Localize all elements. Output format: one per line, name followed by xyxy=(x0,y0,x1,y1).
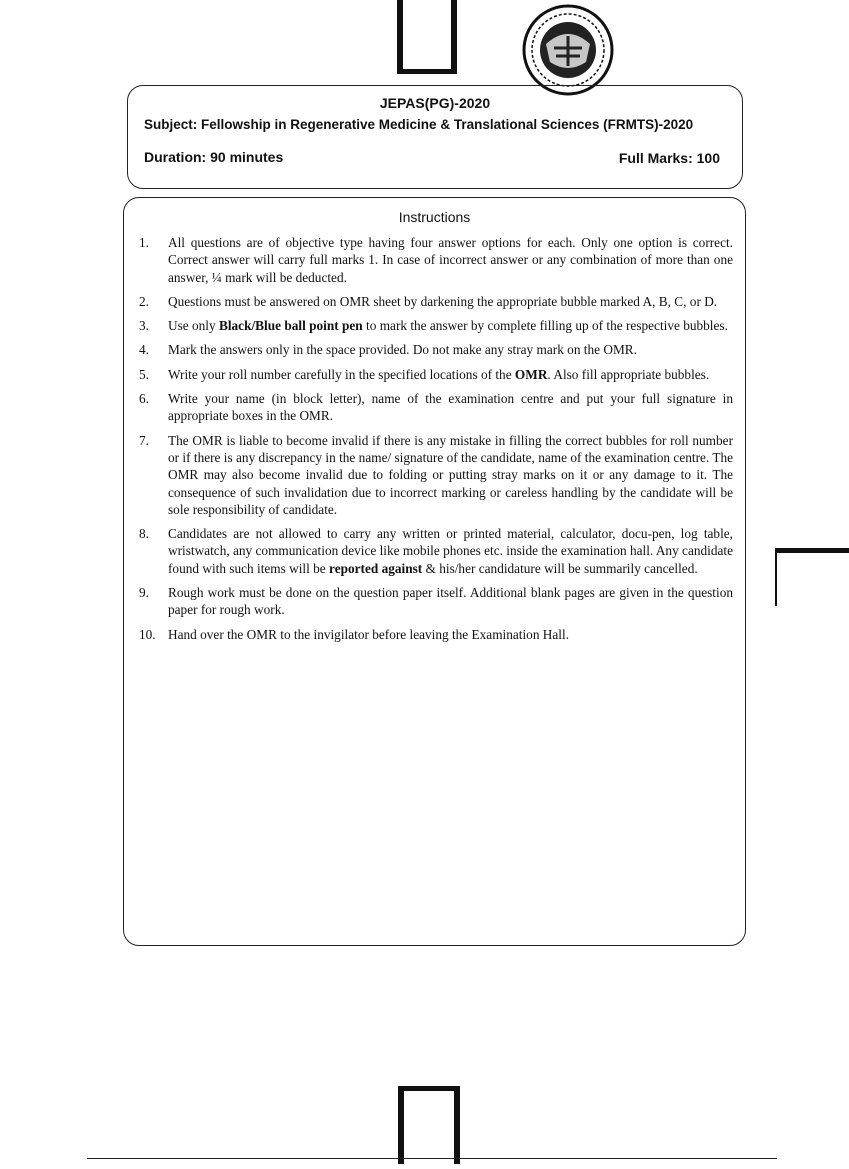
instruction-number: 10. xyxy=(139,626,156,642)
instruction-emphasis: OMR xyxy=(514,366,548,382)
instruction-text: Questions must be answered on OMR sheet by darkening the appropriate bubble marked A, B, C, or D. xyxy=(168,293,718,309)
instruction-text-part: Candidates are not allowed to carry any written or printed material, calculator, docu-pen, log table, wristwatch, any communication device like mobile phones etc. inside the examination hall. Any candidate found with such items will be xyxy=(168,526,733,576)
registration-mark-top xyxy=(397,0,457,74)
instruction-number: 6. xyxy=(139,391,149,407)
instruction-item xyxy=(139,341,733,358)
exam-code: JEPAS(PG)-2020 xyxy=(379,95,491,111)
instruction-number: 1. xyxy=(139,235,149,250)
instruction-number: 9. xyxy=(139,585,149,601)
instruction-item xyxy=(139,366,733,383)
instruction-emphasis: reported against xyxy=(329,560,423,576)
instruction-number: 4. xyxy=(139,342,149,358)
instruction-item xyxy=(139,432,733,518)
instruction-number: 2. xyxy=(139,293,149,309)
instruction-item xyxy=(139,584,733,619)
instruction-item xyxy=(139,525,733,577)
instruction-text-part: . Also fill appropriate bubbles. xyxy=(547,366,710,382)
instruction-item xyxy=(139,293,733,310)
instruction-number: 5. xyxy=(139,366,149,382)
instruction-text: Rough work must be done on the question paper itself. Additional blank pages are given in the question paper for rough work. xyxy=(168,585,733,618)
instruction-text: The OMR is liable to become invalid if there is any mistake in filling the correct bubbles for roll number or if there is any discrepancy in the name/ signature of the candidate, name of the examination centre. The OMR may also become invalid due to folding or putting stray marks on it or any damage to it. The consequence of such invalidation due to incorrect marking or careless handling by the candidate will be sole responsibility of candidate. xyxy=(168,432,733,517)
instruction-number: 3. xyxy=(139,318,149,334)
duration: Duration: 90 minutes xyxy=(144,149,284,165)
instruction-number: 8. xyxy=(139,526,149,542)
registration-mark-bottom xyxy=(398,1086,460,1164)
instruction-text: Hand over the OMR to the invigilator before leaving the Examination Hall. xyxy=(168,626,570,642)
instructions-panel xyxy=(123,197,746,946)
instruction-item xyxy=(139,390,733,425)
instruction-text: Mark the answers only in the space provided. Do not make any stray mark on the OMR. xyxy=(168,342,637,358)
instruction-text-part: to mark the answer by complete filling up of the respective bubbles. xyxy=(362,318,728,334)
instruction-text: Write your name (in block letter), name of the examination centre and put your full signature in appropriate boxes in the OMR. xyxy=(168,391,733,424)
instructions-list xyxy=(139,234,733,650)
instruction-text-part: Write your roll number carefully in the specified locations of the xyxy=(168,366,515,382)
subject-line: Subject: Fellowship in Regenerative Medicine & Translational Sciences (FRMTS)-2020 xyxy=(144,117,694,132)
instruction-text-part: & his/her candidature will be summarily cancelled. xyxy=(422,560,698,576)
bottom-rule xyxy=(87,1158,777,1159)
board-seal-icon xyxy=(520,4,616,96)
instruction-emphasis: Black/Blue ball point pen xyxy=(218,318,363,334)
instruction-text xyxy=(168,367,709,382)
instruction-text-part: Use only xyxy=(168,318,219,334)
full-marks: Full Marks: 100 xyxy=(618,150,720,166)
instruction-text xyxy=(168,318,728,333)
instruction-item xyxy=(139,234,733,286)
instruction-text: All questions are of objective type having four answer options for each. Only one option is correct. Correct answer will carry full marks 1. In case of incorrect answer or any combination of more than one answer, ¼ mark will be deducted. xyxy=(168,235,733,285)
instructions-title: Instructions xyxy=(398,209,471,225)
instruction-text xyxy=(168,526,733,576)
registration-mark-side xyxy=(775,548,849,606)
instruction-item xyxy=(139,317,733,334)
instruction-item xyxy=(139,626,733,643)
exam-header xyxy=(127,85,743,189)
instruction-number: 7. xyxy=(139,432,149,448)
